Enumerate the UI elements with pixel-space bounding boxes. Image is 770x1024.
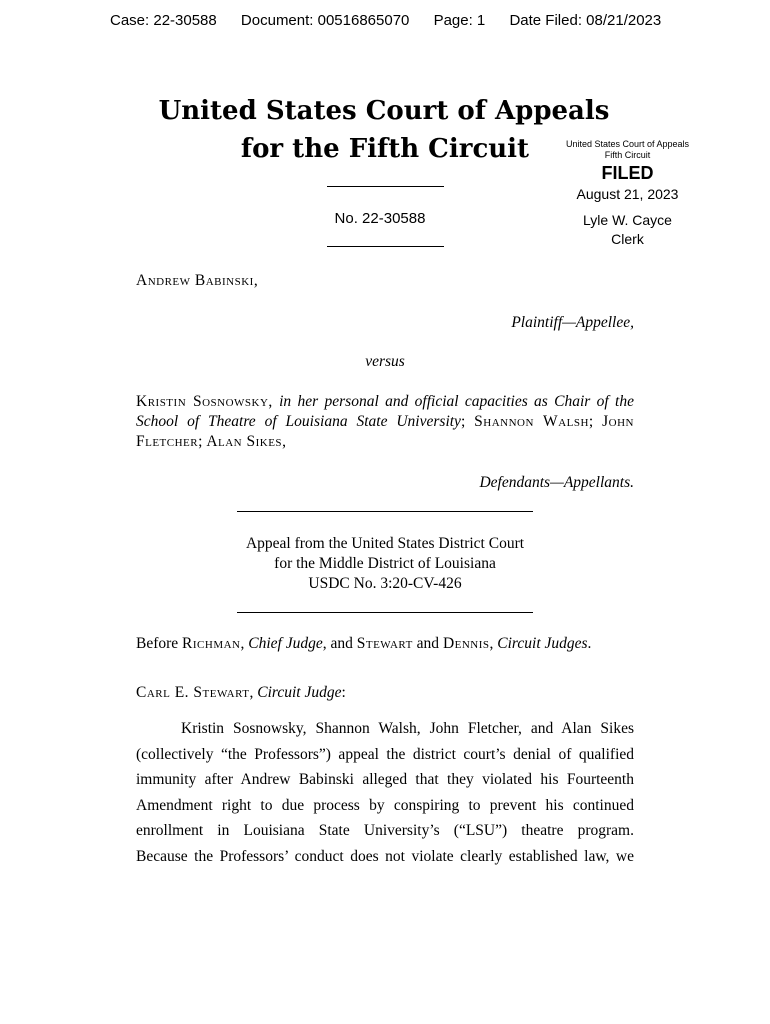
judge-name: Stewart: [356, 635, 413, 652]
panel-line: Before Richman, Chief Judge, and Stewart and Dennis, Circuit Judges.: [136, 635, 592, 652]
opinion-author: Carl E. Stewart, Circuit Judge:: [136, 684, 346, 701]
defendant-name: John Fletcher: [136, 413, 635, 450]
filing-header: [110, 12, 681, 29]
filed-stamp: [560, 139, 695, 248]
defendant-name: Shannon Walsh: [474, 413, 589, 430]
opinion-paragraph: [136, 716, 634, 870]
defendants-role: Defendants—Appellants.: [479, 474, 634, 491]
judge-name: Dennis: [442, 635, 490, 652]
plaintiff-role: Plaintiff—Appellee,: [511, 314, 634, 331]
appeal-line: Appeal from the United States District Court: [245, 535, 525, 552]
appeal-line: for the Middle District of Louisiana: [274, 555, 496, 572]
opinion-line: Kristin Sosnowsky, Shannon Walsh, John Fletcher, and Alan Sikes: [181, 720, 634, 737]
document-number-header: Document: 00516865070: [240, 12, 410, 29]
stamp-clerk-name: Lyle W. Cayce: [583, 212, 672, 228]
appeal-origin: [200, 534, 570, 594]
defendants-list: Kristin Sosnowsky, in her personal and official capacities as Chair of the School of Theatre of Louisiana State University; Shannon Walsh; John Fletcher; Alan Sikes,: [136, 393, 635, 450]
case-number: No. 22-30588: [334, 210, 426, 227]
divider: [237, 511, 533, 512]
stamp-date: August 21, 2023: [576, 186, 679, 202]
stamp-court: United States Court of Appeals: [565, 139, 690, 149]
stamp-filed: FILED: [601, 163, 654, 183]
judge-name: Richman: [182, 635, 241, 652]
opinion-line: (collectively “the Professors”) appeal the district court’s denial of qualified: [136, 745, 634, 763]
defendant-name: Kristin Sosnowsky,: [136, 393, 273, 410]
versus: versus: [365, 353, 405, 370]
case-number-header: Case: 22-30588: [110, 12, 217, 29]
opinion-line: Because the Professors’ conduct does not violate clearly established law, we: [136, 847, 634, 865]
opinion-line: enrollment in Louisiana State University’s (“LSU”) theatre program.: [136, 822, 634, 840]
plaintiff-name: Andrew Babinski,: [136, 272, 259, 289]
divider: [327, 186, 444, 187]
defendant-name: Alan Sikes: [206, 433, 283, 450]
court-circuit: for the Fifth Circuit: [240, 134, 530, 164]
stamp-circuit: Fifth Circuit: [604, 150, 651, 160]
defendant-capacity: in her personal and official capacities as Chair of the School of Theatre of Louisiana State University: [136, 393, 634, 430]
divider: [237, 612, 533, 613]
opinion-line: immunity after Andrew Babinski alleged that they violated his Fourteenth: [136, 771, 634, 789]
page-number-header: Page: 1: [433, 12, 486, 29]
divider: [327, 246, 444, 247]
appeal-docket: USDC No. 3:20-CV-426: [308, 575, 462, 592]
court-title: United States Court of Appeals: [158, 96, 610, 126]
opinion-line: Amendment right to due process by conspiring to prevent his continued: [136, 796, 634, 814]
date-filed-header: Date Filed: 08/21/2023: [509, 12, 662, 29]
stamp-clerk-title: Clerk: [611, 231, 644, 247]
